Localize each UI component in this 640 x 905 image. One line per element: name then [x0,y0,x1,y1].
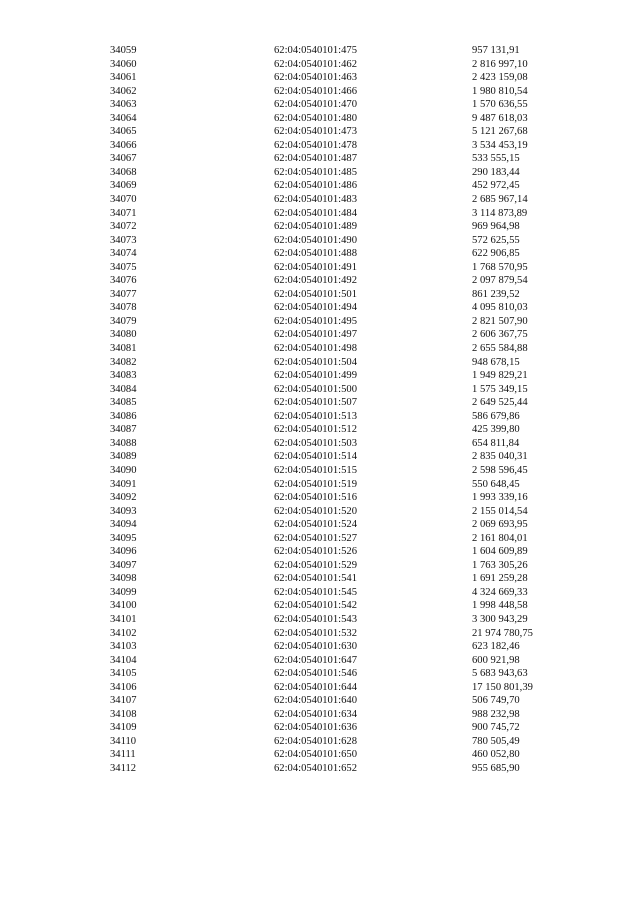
cadastral-number-cell: 62:04:0540101:490 [274,234,357,246]
cadastral-value-cell: 4 324 669,33 [472,586,528,598]
row-number-cell: 34086 [110,410,137,422]
table-row [110,383,570,397]
row-number-cell: 34105 [110,668,137,680]
cadastral-value-cell: 3 114 873,89 [472,207,528,219]
cadastral-value-cell: 955 685,90 [472,762,520,774]
cadastral-value-cell: 460 052,80 [472,749,520,761]
row-number-cell: 34098 [110,573,137,585]
row-number-cell: 34067 [110,153,137,165]
cadastral-number-cell: 62:04:0540101:515 [274,464,357,476]
cadastral-number-cell: 62:04:0540101:529 [274,559,357,571]
cadastral-number-cell: 62:04:0540101:470 [274,99,357,111]
table-row [110,748,570,762]
cadastral-value-cell: 654 811,84 [472,437,520,449]
table-row [110,396,570,410]
cadastral-number-cell: 62:04:0540101:514 [274,451,357,463]
cadastral-value-cell: 1 575 349,15 [472,383,528,395]
cadastral-number-cell: 62:04:0540101:483 [274,194,357,206]
cadastral-number-cell: 62:04:0540101:478 [274,139,357,151]
cadastral-number-cell: 62:04:0540101:491 [274,261,357,273]
cadastral-number-cell: 62:04:0540101:495 [274,315,357,327]
cadastral-number-cell: 62:04:0540101:500 [274,383,357,395]
cadastral-number-cell: 62:04:0540101:489 [274,221,357,233]
cadastral-number-cell: 62:04:0540101:527 [274,532,357,544]
cadastral-number-cell: 62:04:0540101:541 [274,573,357,585]
cadastral-number-cell: 62:04:0540101:650 [274,749,357,761]
cadastral-value-cell: 5 683 943,63 [472,668,528,680]
row-number-cell: 34072 [110,221,137,233]
row-number-cell: 34099 [110,586,137,598]
cadastral-number-cell: 62:04:0540101:484 [274,207,357,219]
row-number-cell: 34076 [110,275,137,287]
cadastral-number-cell: 62:04:0540101:519 [274,478,357,490]
row-number-cell: 34095 [110,532,137,544]
row-number-cell: 34065 [110,126,137,138]
table-row [110,369,570,383]
row-number-cell: 34093 [110,505,137,517]
cadastral-number-cell: 62:04:0540101:507 [274,397,357,409]
table-row [110,234,570,248]
row-number-cell: 34111 [110,749,136,761]
cadastral-number-cell: 62:04:0540101:499 [274,370,357,382]
cadastral-value-cell: 2 606 367,75 [472,329,528,341]
row-number-cell: 34101 [110,613,137,625]
cadastral-number-cell: 62:04:0540101:516 [274,492,357,504]
table-row [110,112,570,126]
table-row [110,71,570,85]
table-row [110,274,570,288]
table-row [110,342,570,356]
row-number-cell: 34080 [110,329,137,341]
row-number-cell: 34103 [110,641,137,653]
table-row [110,572,570,586]
row-number-cell: 34107 [110,695,137,707]
cadastral-value-cell: 622 906,85 [472,248,520,260]
table-row [110,586,570,600]
row-number-cell: 34061 [110,72,137,84]
cadastral-value-cell: 5 121 267,68 [472,126,528,138]
table-row [110,545,570,559]
table-row [110,207,570,221]
table-row [110,301,570,315]
row-number-cell: 34073 [110,234,137,246]
row-number-cell: 34096 [110,546,137,558]
cadastral-value-cell: 290 183,44 [472,166,520,178]
row-number-cell: 34108 [110,708,137,720]
cadastral-number-cell: 62:04:0540101:640 [274,695,357,707]
row-number-cell: 34100 [110,600,137,612]
row-number-cell: 34104 [110,654,137,666]
table-row [110,464,570,478]
cadastral-number-cell: 62:04:0540101:485 [274,166,357,178]
row-number-cell: 34062 [110,85,137,97]
cadastral-value-table [110,44,570,776]
cadastral-value-cell: 1 768 570,95 [472,261,528,273]
cadastral-number-cell: 62:04:0540101:652 [274,762,357,774]
row-number-cell: 34063 [110,99,137,111]
row-number-cell: 34066 [110,139,137,151]
row-number-cell: 34070 [110,194,137,206]
row-number-cell: 34074 [110,248,137,260]
table-row [110,410,570,424]
cadastral-number-cell: 62:04:0540101:501 [274,288,357,300]
row-number-cell: 34064 [110,112,137,124]
table-row [110,640,570,654]
cadastral-value-cell: 2 069 693,95 [472,519,528,531]
cadastral-value-cell: 969 964,98 [472,221,520,233]
table-row [110,627,570,641]
cadastral-value-cell: 2 835 040,31 [472,451,528,463]
cadastral-value-cell: 2 816 997,10 [472,58,528,70]
cadastral-number-cell: 62:04:0540101:497 [274,329,357,341]
row-number-cell: 34085 [110,397,137,409]
cadastral-value-cell: 1 993 339,16 [472,492,528,504]
cadastral-number-cell: 62:04:0540101:494 [274,302,357,314]
cadastral-value-cell: 9 487 618,03 [472,112,528,124]
cadastral-number-cell: 62:04:0540101:546 [274,668,357,680]
cadastral-number-cell: 62:04:0540101:512 [274,424,357,436]
table-row [110,85,570,99]
row-number-cell: 34071 [110,207,137,219]
cadastral-value-cell: 2 598 596,45 [472,464,528,476]
cadastral-value-cell: 1 949 829,21 [472,370,528,382]
cadastral-value-cell: 1 604 609,89 [472,546,528,558]
row-number-cell: 34068 [110,166,137,178]
cadastral-number-cell: 62:04:0540101:488 [274,248,357,260]
row-number-cell: 34078 [110,302,137,314]
cadastral-value-cell: 623 182,46 [472,641,520,653]
row-number-cell: 34097 [110,559,137,571]
cadastral-value-cell: 572 625,55 [472,234,520,246]
row-number-cell: 34110 [110,735,137,747]
cadastral-value-cell: 1 570 636,55 [472,99,528,111]
row-number-cell: 34109 [110,722,137,734]
cadastral-value-cell: 1 763 305,26 [472,559,528,571]
cadastral-number-cell: 62:04:0540101:644 [274,681,357,693]
cadastral-number-cell: 62:04:0540101:480 [274,112,357,124]
cadastral-value-cell: 2 685 967,14 [472,194,528,206]
cadastral-value-cell: 2 161 804,01 [472,532,528,544]
cadastral-number-cell: 62:04:0540101:463 [274,72,357,84]
cadastral-number-cell: 62:04:0540101:503 [274,437,357,449]
cadastral-number-cell: 62:04:0540101:545 [274,586,357,598]
cadastral-value-cell: 2 097 879,54 [472,275,528,287]
cadastral-value-cell: 550 648,45 [472,478,520,490]
row-number-cell: 34102 [110,627,137,639]
cadastral-number-cell: 62:04:0540101:504 [274,356,357,368]
cadastral-number-cell: 62:04:0540101:526 [274,546,357,558]
table-row [110,667,570,681]
cadastral-value-cell: 586 679,86 [472,410,520,422]
table-row [110,518,570,532]
table-row [110,98,570,112]
table-row [110,721,570,735]
row-number-cell: 34084 [110,383,137,395]
cadastral-number-cell: 62:04:0540101:487 [274,153,357,165]
cadastral-number-cell: 62:04:0540101:628 [274,735,357,747]
cadastral-value-cell: 900 745,72 [472,722,520,734]
cadastral-number-cell: 62:04:0540101:475 [274,45,357,56]
cadastral-number-cell: 62:04:0540101:462 [274,58,357,70]
table-row [110,450,570,464]
row-number-cell: 34082 [110,356,137,368]
table-row [110,694,570,708]
table-row [110,762,570,776]
table-row [110,437,570,451]
table-row [110,44,570,58]
row-number-cell: 34091 [110,478,137,490]
table-row [110,247,570,261]
cadastral-value-cell: 1 980 810,54 [472,85,528,97]
table-row [110,328,570,342]
cadastral-number-cell: 62:04:0540101:634 [274,708,357,720]
row-number-cell: 34092 [110,492,137,504]
row-number-cell: 34087 [110,424,137,436]
table-row [110,654,570,668]
cadastral-value-cell: 3 300 943,29 [472,613,528,625]
table-row [110,179,570,193]
table-row [110,559,570,573]
table-row [110,681,570,695]
row-number-cell: 34090 [110,464,137,476]
cadastral-value-cell: 988 232,98 [472,708,520,720]
cadastral-value-cell: 948 678,15 [472,356,520,368]
table-row [110,152,570,166]
table-row [110,478,570,492]
cadastral-number-cell: 62:04:0540101:513 [274,410,357,422]
cadastral-value-cell: 17 150 801,39 [472,681,533,693]
row-number-cell: 34083 [110,370,137,382]
cadastral-value-cell: 600 921,98 [472,654,520,666]
cadastral-value-cell: 1 691 259,28 [472,573,528,585]
row-number-cell: 34094 [110,519,137,531]
cadastral-value-cell: 506 749,70 [472,695,520,707]
cadastral-value-cell: 21 974 780,75 [472,627,533,639]
cadastral-value-cell: 2 155 014,54 [472,505,528,517]
row-number-cell: 34069 [110,180,137,192]
cadastral-value-cell: 1 998 448,58 [472,600,528,612]
cadastral-value-cell: 533 555,15 [472,153,520,165]
row-number-cell: 34077 [110,288,137,300]
table-row [110,315,570,329]
table-row [110,193,570,207]
cadastral-number-cell: 62:04:0540101:486 [274,180,357,192]
row-number-cell: 34060 [110,58,137,70]
row-number-cell: 34112 [110,762,137,774]
table-row [110,58,570,72]
table-row [110,288,570,302]
cadastral-number-cell: 62:04:0540101:636 [274,722,357,734]
cadastral-value-cell: 861 239,52 [472,288,520,300]
cadastral-number-cell: 62:04:0540101:473 [274,126,357,138]
table-row [110,139,570,153]
row-number-cell: 34089 [110,451,137,463]
cadastral-number-cell: 62:04:0540101:520 [274,505,357,517]
row-number-cell: 34075 [110,261,137,273]
row-number-cell: 34081 [110,343,137,355]
cadastral-number-cell: 62:04:0540101:524 [274,519,357,531]
cadastral-value-cell: 780 505,49 [472,735,520,747]
cadastral-value-cell: 2 649 525,44 [472,397,528,409]
cadastral-number-cell: 62:04:0540101:466 [274,85,357,97]
cadastral-number-cell: 62:04:0540101:647 [274,654,357,666]
table-row [110,356,570,370]
table-body [110,44,570,776]
table-row [110,735,570,749]
cadastral-number-cell: 62:04:0540101:532 [274,627,357,639]
row-number-cell: 34088 [110,437,137,449]
row-number-cell: 34059 [110,45,137,56]
cadastral-value-cell: 3 534 453,19 [472,139,528,151]
table-row [110,125,570,139]
table-row [110,505,570,519]
row-number-cell: 34106 [110,681,137,693]
table-row [110,491,570,505]
table-row [110,708,570,722]
cadastral-value-cell: 2 423 159,08 [472,72,528,84]
cadastral-value-cell: 452 972,45 [472,180,520,192]
cadastral-value-cell: 425 399,80 [472,424,520,436]
row-number-cell: 34079 [110,315,137,327]
table-row [110,261,570,275]
cadastral-value-cell: 957 131,91 [472,45,520,56]
cadastral-number-cell: 62:04:0540101:630 [274,641,357,653]
table-row [110,599,570,613]
table-row [110,532,570,546]
cadastral-value-cell: 2 821 507,90 [472,315,528,327]
cadastral-value-cell: 4 095 810,03 [472,302,528,314]
table-row [110,613,570,627]
cadastral-number-cell: 62:04:0540101:492 [274,275,357,287]
table-row [110,220,570,234]
table-row [110,423,570,437]
table-row [110,166,570,180]
cadastral-number-cell: 62:04:0540101:542 [274,600,357,612]
cadastral-value-cell: 2 655 584,88 [472,343,528,355]
cadastral-number-cell: 62:04:0540101:543 [274,613,357,625]
cadastral-number-cell: 62:04:0540101:498 [274,343,357,355]
